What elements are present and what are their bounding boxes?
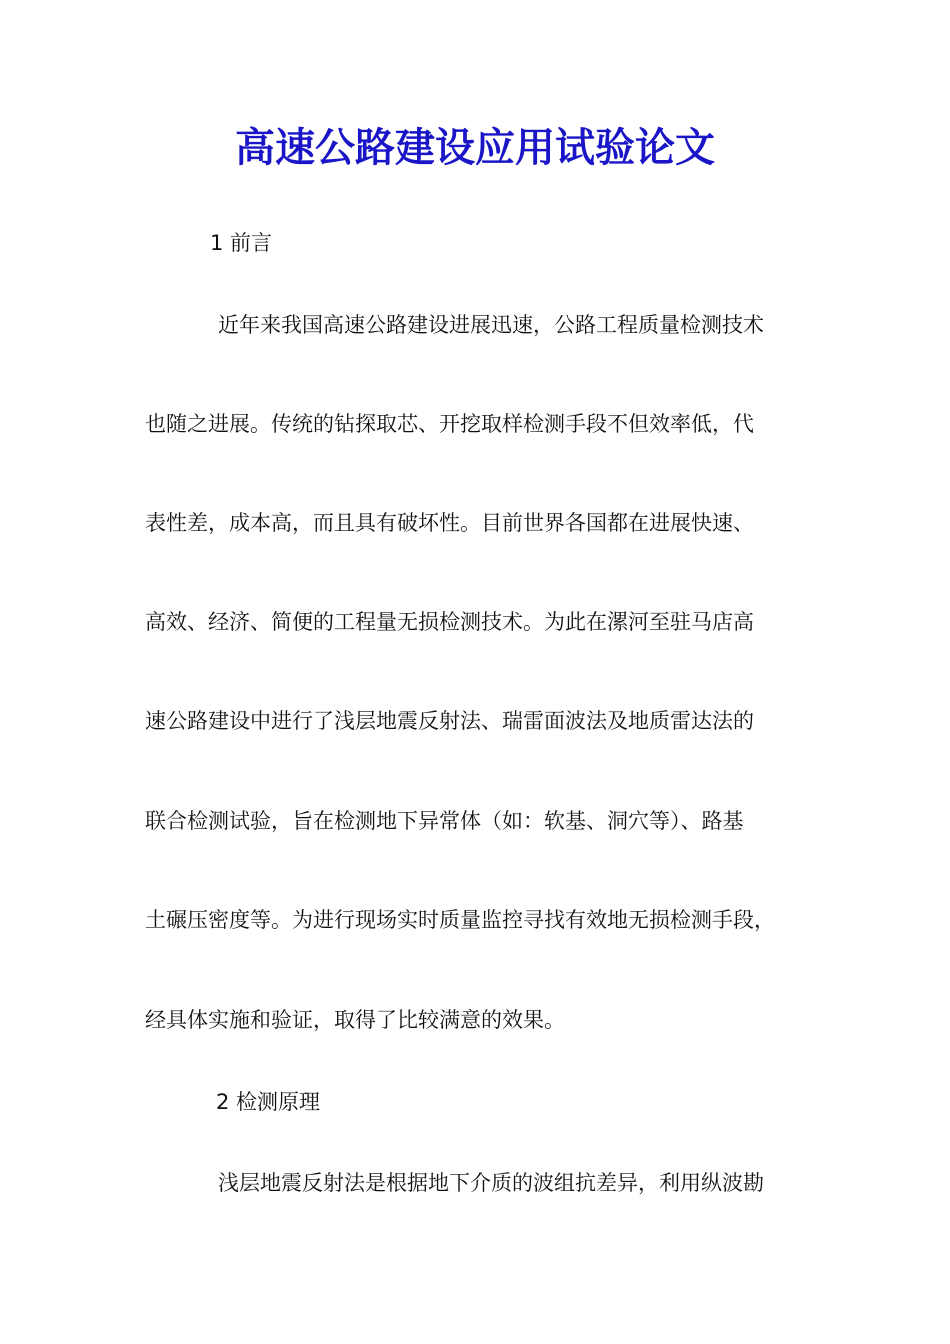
paragraph-line: 近年来我国高速公路建设进展迅速，公路工程质量检测技术	[218, 313, 764, 337]
paragraph-line: 经具体实施和验证，取得了比较满意的效果。	[145, 1008, 565, 1032]
paragraph-line: 土碾压密度等。为进行现场实时质量监控寻找有效地无损检测手段，	[145, 908, 775, 932]
document-title: 高速公路建设应用试验论文	[235, 124, 715, 171]
section-heading-1: 1 前言	[210, 231, 273, 255]
paragraph-line: 表性差，成本高，而且具有破坏性。目前世界各国都在进展快速、	[145, 511, 754, 535]
section-heading-2: 2 检测原理	[216, 1090, 321, 1114]
paragraph-line: 高效、经济、简便的工程量无损检测技术。为此在漯河至驻马店高	[145, 610, 754, 634]
paragraph-line: 速公路建设中进行了浅层地震反射法、瑞雷面波法及地质雷达法的	[145, 709, 754, 733]
paragraph-line: 也随之进展。传统的钻探取芯、开挖取样检测手段不但效率低，代	[145, 412, 754, 436]
paragraph-line: 联合检测试验，旨在检测地下异常体（如：软基、洞穴等）、路基	[145, 809, 744, 833]
paragraph-line: 浅层地震反射法是根据地下介质的波组抗差异，利用纵波勘	[218, 1171, 764, 1195]
